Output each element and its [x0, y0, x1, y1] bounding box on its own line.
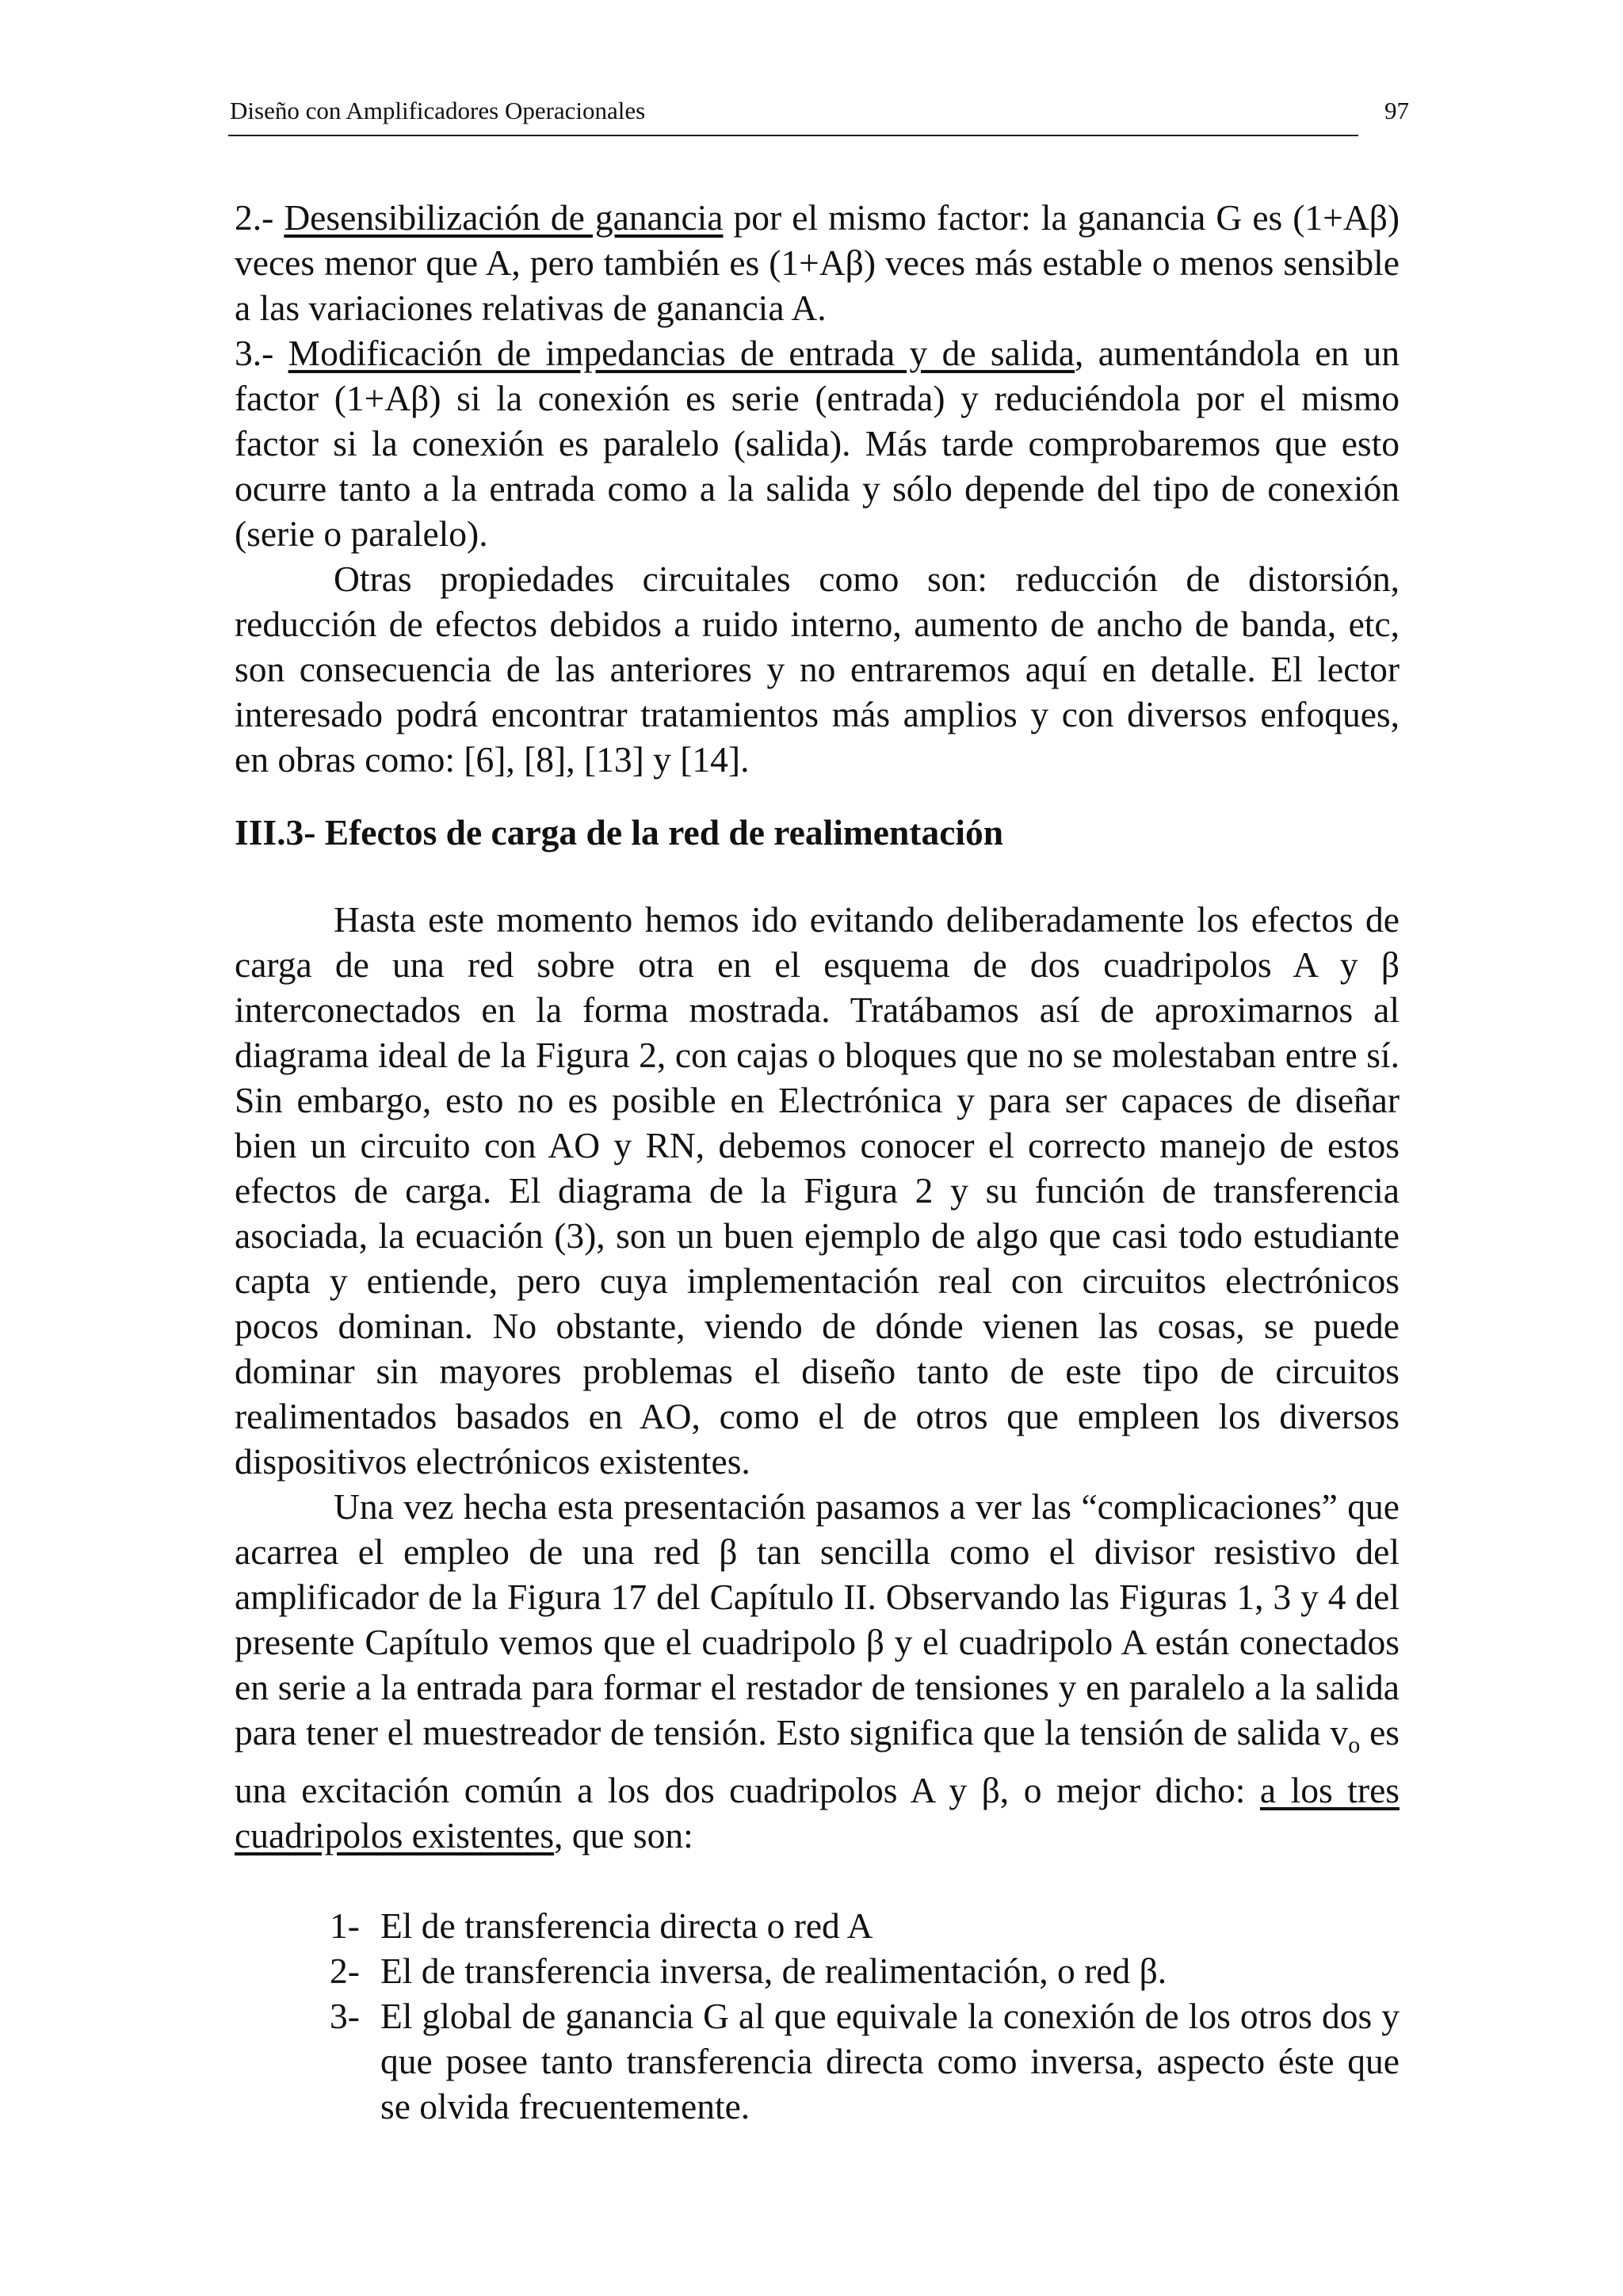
- paragraph-una-vez-text-c: , que son:: [554, 1815, 693, 1856]
- list-item-number: 1-: [330, 1905, 360, 1947]
- paragraph-una-vez: [235, 1484, 1400, 1858]
- list-item-number: 3-: [330, 1996, 360, 2037]
- item-2-text: por el mismo factor: la ganancia G es (1+Aβ) veces menor que A, pero también es (1+Aβ) veces más estable o menos sensible a las variaciones relativas de ganancia A.: [235, 197, 1400, 328]
- paragraph-una-vez-text-a: Una vez hecha esta presentación pasamos a ver las “complicaciones” que acarrea el empleo de una red β tan sencilla como el divisor resistivo del amplificador de la Figura 17 del Capítulo II. Observando las Figuras 1, 3 y 4 del presente Capítulo vemos que el cuadripolo β y el cuadripolo A están conectados en serie a la entrada para formar el restador de tensiones y en paralelo a la salida para tener el muestreador de tensión. Esto significa que la tensión de salida v: [235, 1486, 1400, 1753]
- running-header: [228, 92, 1409, 136]
- header-title: Diseño con Amplificadores Operacionales: [230, 97, 646, 124]
- list-item-number: 2-: [330, 1951, 360, 1992]
- list-item-text: El global de ganancia G al que equivale la conexión de los otros dos y que posee tanto transferencia directa como inversa, aspecto éste que se olvida frecuentemente.: [380, 1996, 1400, 2127]
- header-rule: [228, 135, 1358, 136]
- numbered-list: [235, 1903, 1400, 2129]
- page-number: 97: [1384, 97, 1409, 124]
- item-3-text: , aumentándola en un factor (1+Aβ) si la conexión es serie (entrada) y reduciéndola por el mismo factor si la conexión es paralelo (salida). Más tarde comprobaremos que esto ocurre tanto a la entrada como a la salida y sólo depende del tipo de conexión (serie o paralelo).: [235, 333, 1400, 554]
- item-2-prefix: 2.-: [235, 197, 285, 238]
- list-item: [235, 1993, 1400, 2129]
- list-item-text: El de transferencia directa o red A: [380, 1905, 873, 1947]
- page-body: [235, 195, 1400, 2129]
- list-item: [235, 1948, 1400, 1993]
- item-3-prefix: 3.-: [235, 333, 288, 373]
- item-2-paragraph: [235, 195, 1400, 330]
- list-item-text: El de transferencia inversa, de realimentación, o red β.: [380, 1951, 1167, 1992]
- paragraph-hasta: Hasta este momento hemos ido evitando deliberadamente los efectos de carga de una red sobre otra en el esquema de dos cuadripolos A y β interconectados en la forma mostrada. Tratábamos así de aproximarnos al diagrama ideal de la Figura 2, con cajas o bloques que no se molestaban entre sí. Sin embargo, esto no es posible en Electrónica y para ser capaces de diseñar bien un circuito con AO y RN, debemos conocer el correcto manejo de estos efectos de carga. El diagrama de la Figura 2 y su función de transferencia asociada, la ecuación (3), son un buen ejemplo de algo que casi todo estudiante capta y entiende, pero cuya implementación real con circuitos electrónicos pocos dominan. No obstante, viendo de dónde vienen las cosas, se puede dominar sin mayores problemas el diseño tanto de este tipo de circuitos realimentados basados en AO, como el de otros que empleen los diversos dispositivos electrónicos existentes.: [235, 899, 1400, 1482]
- item-3-paragraph: [235, 330, 1400, 556]
- paragraph-una-vez-text-b: es una excitación común a los dos cuadripolos A y β, o mejor dicho:: [235, 1712, 1400, 1811]
- section-heading: III.3- Efectos de carga de la red de realimentación: [235, 812, 1004, 852]
- paragraph-una-vez-underlined: a los tres cuadripolos existentes: [235, 1770, 1400, 1856]
- item-3-underlined: Modificación de impedancias de entrada y de salida: [288, 333, 1075, 373]
- vo-subscript: o: [1348, 1732, 1361, 1759]
- item-2-underlined: Desensibilización de ganancia: [284, 197, 724, 238]
- paragraph-otras: Otras propiedades circuitales como son: reducción de distorsión, reducción de efectos debidos a ruido interno, aumento de ancho de banda, etc, son consecuencia de las anteriores y no entraremos aquí en detalle. El lector interesado podrá encontrar tratamientos más amplios y con diversos enfoques, en obras como: [6], [8], [13] y [14].: [235, 559, 1400, 780]
- list-item: [235, 1903, 1400, 1948]
